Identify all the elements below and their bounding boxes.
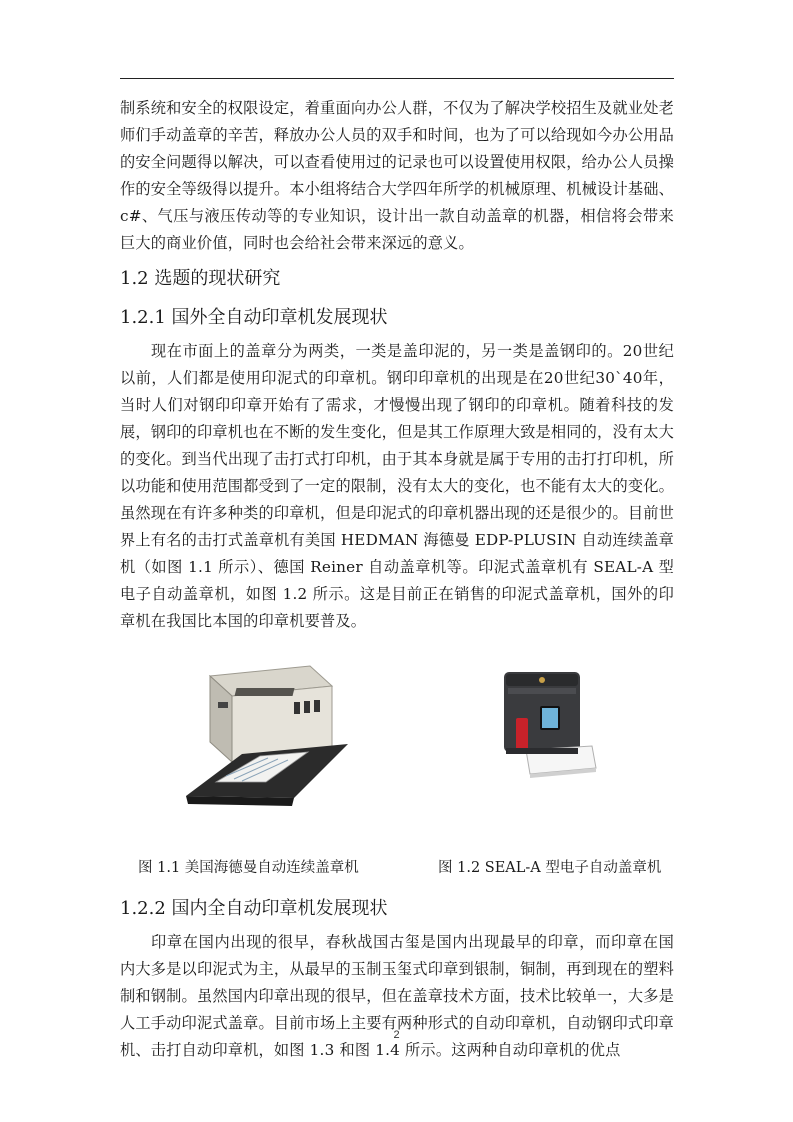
intro-paragraph: 制系统和安全的权限设定，着重面向办公人群，不仅为了解决学校招生及就业处老师们手动盖章的辛苦，释放办公人员的双手和时间，也为了可以给现如今办公用品的安全问题得以解决，可以查看使用过的记录也可以设置使用权限，给办公人员操作的安全等级得以提升。本小组将结合大学四年所学的机械原理、机械设计基础、c#、气压与液压传动等的专业知识，设计出一款自动盖章的机器，相信将会带来巨大的商业价值，同时也会给社会带来深远的意义。	[120, 99, 674, 252]
figure-hedman-machine	[182, 658, 352, 823]
figure-1-1-caption: 图 1.1 美国海德曼自动连续盖章机	[138, 860, 359, 876]
figure-seal-a-machine	[456, 658, 630, 818]
figure-row	[120, 658, 674, 888]
domestic-status-paragraph: 印章在国内出现的很早，春秋战国古玺是国内出现最早的印章，而印章在国内大多是以印泥式为主，从最早的玉制玉玺式印章到银制，铜制，再到现在的塑料制和钢制。虽然国内印章出现的很早，但在盖章技术方面，技术比较单一，大多是人工手动印泥式盖章。目前市场上主要有两种形式的自动印章机，自动钢印式印章机、击打自动印章机，如图 1.3 和图 1.4 所示。这两种自动印章机的优点	[120, 933, 674, 1059]
foreign-status-paragraph: 现在市面上的盖章分为两类，一类是盖印泥的，另一类是盖钢印的。20世纪以前，人们都是使用印泥式的印章机。钢印印章机的出现是在20世纪30`40年，当时人们对钢印印章开始有了需求，才慢慢出现了钢印的印章机。随着科技的发展，钢印的印章机也在不断的发生变化，但是其工作原理大致是相同的，没有太大的变化。到当代出现了击打式打印机，由于其本身就是属于专用的击打打印机，所以功能和使用范围都受到了一定的限制，没有太大的变化，也不能有太大的变化。虽然现在有许多种类的印章机，但是印泥式的印章机器出现的还是很少的。目前世界上有名的击打式盖章机有美国 HEDMAN 海德曼 EDP-PLUSIN 自动连续盖章机（如图 1.1 所示）、德国 Reiner 自动盖章机等。印泥式盖章机有 SEAL-A 型电子自动盖章机，如图 1.2 所示。这是目前正在销售的印泥式盖章机，国外的印章机在我国比本国的印章机要普及。	[120, 342, 674, 630]
subsection-heading-foreign: 1.2.1 国外全自动印章机发展现状	[120, 307, 388, 328]
subsection-heading-domestic: 1.2.2 国内全自动印章机发展现状	[120, 898, 388, 919]
section-heading: 1.2 选题的现状研究	[120, 268, 281, 289]
header-rule	[120, 78, 674, 79]
figure-1-2-caption: 图 1.2 SEAL-A 型电子自动盖章机	[438, 860, 662, 876]
page-content	[120, 95, 674, 1064]
page-number: 2	[393, 1029, 400, 1041]
